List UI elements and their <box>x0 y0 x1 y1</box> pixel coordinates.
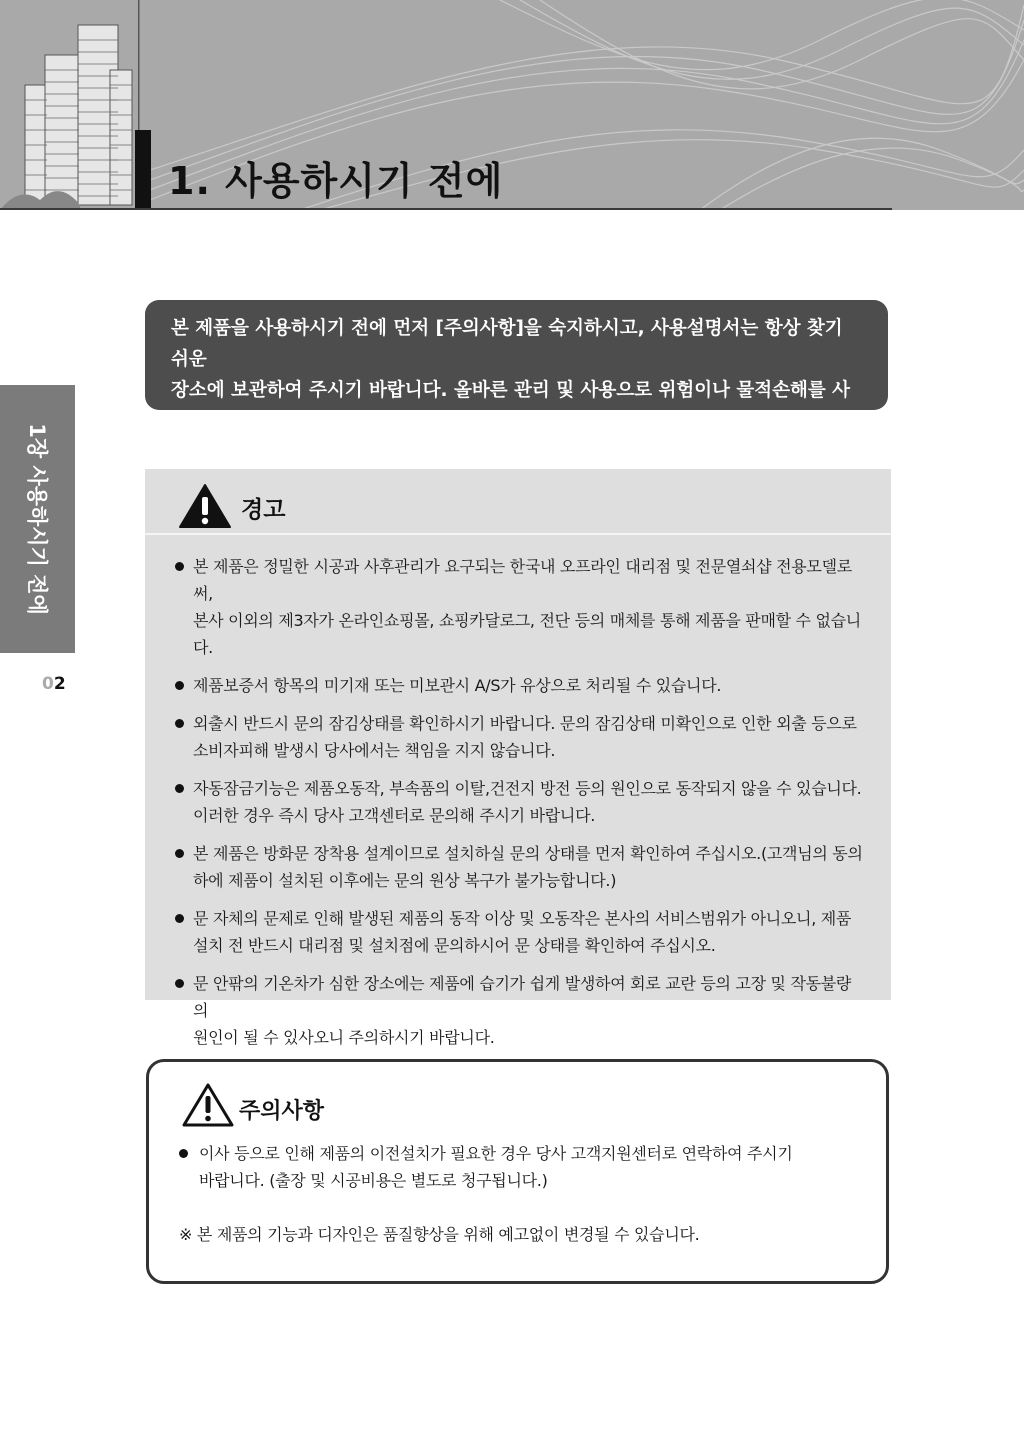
caution-box <box>146 1059 889 1284</box>
list-item-text: 문 안팎의 기온차가 심한 장소에는 제품에 습기가 쉽게 발생하여 회로 교란 등의 고장 및 작동불량의 <box>193 974 852 1020</box>
header-divider <box>0 208 892 210</box>
list-item-text: 외출시 반드시 문의 잠김상태를 확인하시기 바랍니다. 문의 잠김상태 미확인으로 인한 외출 등으로 <box>193 714 857 733</box>
bullet-icon <box>175 784 184 793</box>
list-item-text: 문 자체의 문제로 인해 발생된 제품의 동작 이상 및 오동작은 본사의 서비스범위가 아니오니, 제품 <box>193 909 852 928</box>
list-item <box>175 905 865 959</box>
page-number-value: 2 <box>53 674 66 694</box>
warning-header <box>145 469 891 535</box>
disclaimer-note: ※ 본 제품의 기능과 디자인은 품질향상을 위해 예고없이 변경될 수 있습니다. <box>179 1225 700 1244</box>
list-item <box>175 840 865 894</box>
bullet-icon <box>179 1149 188 1158</box>
building-illustration <box>0 0 150 210</box>
bullet-icon <box>175 979 184 988</box>
list-item-text: 바랍니다. (출장 및 시공비용은 별도로 청구됩니다.) <box>199 1171 548 1190</box>
intro-line: 본 제품을 사용하시기 전에 먼저 [주의사항]을 숙지하시고, 사용설명서는 항상 찾기 쉬운 <box>171 318 843 370</box>
warning-list <box>175 553 865 1062</box>
warning-panel <box>145 469 891 1047</box>
bullet-icon <box>175 849 184 858</box>
list-item <box>175 672 865 699</box>
list-item-text: 하에 제품이 설치된 이후에는 문의 원상 복구가 불가능합니다.) <box>193 871 617 890</box>
list-item-text: 소비자피해 발생시 당사에서는 책임을 지지 않습니다. <box>193 741 556 760</box>
list-item <box>175 970 865 1051</box>
list-item-text: 본 제품은 방화문 장착용 설계이므로 설치하실 문의 상태를 먼저 확인하여 주십시오.(고객님의 동의 <box>193 844 863 863</box>
list-item-text: 원인이 될 수 있사오니 주의하시기 바랍니다. <box>193 1028 495 1047</box>
intro-notice-box <box>145 300 888 463</box>
chapter-side-tab <box>0 385 75 653</box>
bullet-icon <box>175 681 184 690</box>
title-accent-bar <box>135 130 151 210</box>
intro-line: 방지할 수 있도록 해 주십시요. <box>171 442 419 463</box>
list-item-text: 제품보증서 항목의 미기재 또는 미보관시 A/S가 유상으로 처리될 수 있습니다. <box>193 676 722 695</box>
list-item <box>175 553 865 661</box>
bullet-icon <box>175 719 184 728</box>
list-item <box>179 1140 859 1194</box>
bullet-icon <box>175 562 184 571</box>
list-item-text: 설치 전 반드시 대리점 및 설치점에 문의하시어 문 상태를 확인하여 주십시오. <box>193 936 716 955</box>
warning-triangle-icon <box>178 483 232 529</box>
list-item-text: 자동잠금기능은 제품오동작, 부속품의 이탈,건전지 방전 등의 원인으로 동작되지 않을 수 있습니다. <box>193 779 862 798</box>
bullet-icon <box>175 914 184 923</box>
list-item-text: 본 제품은 정밀한 시공과 사후관리가 요구되는 한국내 오프라인 대리점 및 전문열쇠샵 전용모델로써, <box>193 557 852 603</box>
list-item-text: 이사 등으로 인해 제품의 이전설치가 필요한 경우 당사 고객지원센터로 연락하여 주시기 <box>199 1144 793 1163</box>
list-item-text: 이러한 경우 즉시 당사 고객센터로 문의해 주시기 바랍니다. <box>193 806 596 825</box>
page-header <box>0 0 1024 210</box>
warning-title: 경고 <box>241 497 286 523</box>
page-title: 1. 사용하시기 전에 <box>168 159 504 203</box>
caution-triangle-icon <box>181 1082 235 1128</box>
intro-line: 장소에 보관하여 주시기 바랍니다. 올바른 관리 및 사용으로 위험이나 물적손해를 사전에 <box>171 380 851 432</box>
page-number-prefix: 0 <box>42 674 54 694</box>
page-number <box>42 674 66 694</box>
list-item-text: 본사 이외의 제3자가 온라인쇼핑몰, 쇼핑카달로그, 전단 등의 매체를 통해 제품을 판매할 수 없습니다. <box>193 611 861 657</box>
caution-title: 주의사항 <box>239 1099 325 1124</box>
decorative-wave-lines <box>0 0 1024 210</box>
list-item <box>175 710 865 764</box>
list-item <box>175 775 865 829</box>
chapter-label: 1장 사용하시기 전에 <box>24 423 49 615</box>
